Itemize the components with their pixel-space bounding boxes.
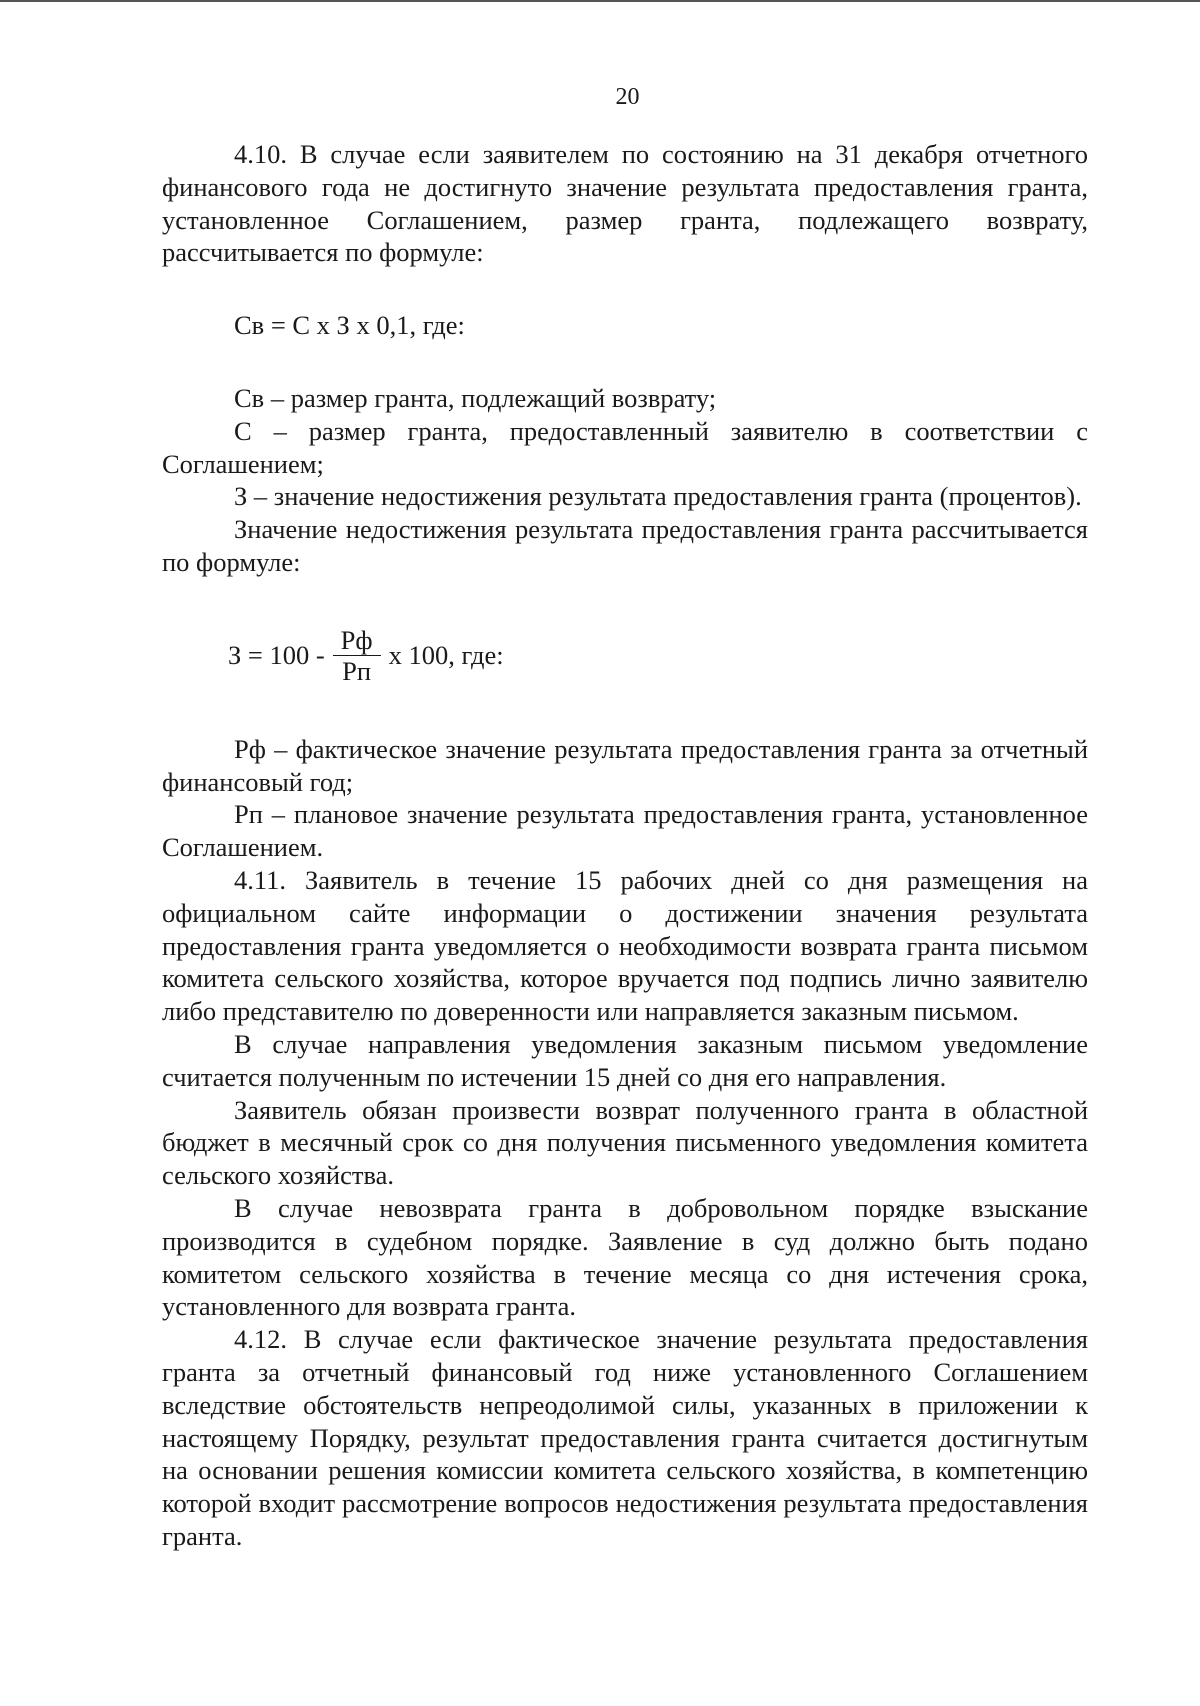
paragraph-value-formula: Значение недостижения результата предоставления гранта рассчитывается по формуле: bbox=[162, 514, 1088, 577]
paragraph-obliged: Заявитель обязан произвести возврат полученного гранта в областной бюджет в месячный срок со дня получения письменного уведомления комитета сельского хозяйства. bbox=[162, 1094, 1088, 1191]
definition-s: С – размер гранта, предоставленный заявителю в соответствии с Соглашением; bbox=[162, 415, 1088, 479]
formula-z-left: З = 100 - bbox=[228, 640, 325, 671]
paragraph-court: В случае невозврата гранта в добровольном порядке взыскание производится в судебном порядке. Заявление в суд должно быть подано комитетом сельского хозяйства в течение месяца со дня истечения срока, установленного для возврата гранта. bbox=[162, 1192, 1088, 1322]
definition-sv: Св – размер гранта, подлежащий возврату; bbox=[234, 382, 717, 413]
definition-rf: Рф – фактическое значение результата предоставления гранта за отчетный финансовый год; bbox=[162, 733, 1088, 797]
page-top-border bbox=[0, 0, 1200, 2]
paragraph-notice: В случае направления уведомления заказным письмом уведомление считается полученным по истечении 15 дней со дня его направления. bbox=[162, 1028, 1088, 1092]
fraction-numerator: Рф bbox=[333, 625, 381, 656]
formula-sv: Св = С х З х 0,1, где: bbox=[234, 310, 465, 341]
definition-rp: Рп – плановое значение результата предоставления гранта, установленное Соглашением. bbox=[162, 799, 1088, 863]
fraction-denominator: Рп bbox=[342, 656, 372, 687]
paragraph-4-10: 4.10. В случае если заявителем по состоянию на 31 декабря отчетного финансового года не достигнуто значение результата предоставления гранта, установленное Соглашением, размер гранта, подлежащего возврату, рассчитывается по формуле: bbox=[162, 139, 1088, 268]
formula-z-right: х 100, где: bbox=[388, 640, 504, 671]
formula-z-fraction bbox=[333, 625, 381, 686]
definition-z: З – значение недостижения результата предоставления гранта (процентов). bbox=[234, 481, 1082, 512]
page-number: 20 bbox=[615, 84, 640, 110]
document-body bbox=[162, 138, 1088, 1553]
paragraph-4-11: 4.11. Заявитель в течение 15 рабочих дней со дня размещения на официальном сайте информации о достижении значения результата предоставления гранта уведомляется о необходимости возврата гранта письмом комитета сельского хозяйства, которое вручается под подпись лично заявителю либо представителю по доверенности или направляется заказным письмом. bbox=[162, 864, 1088, 1027]
paragraph-4-12: 4.12. В случае если фактическое значение результата предоставления гранта за отчетный финансовый год ниже установленного Соглашением вследствие обстоятельств непреодолимой силы, указанных в приложении к настоящему Порядку, результат предоставления гранта считается достигнутым на основании решения комиссии комитета сельского хозяйства, в компетенцию которой входит рассмотрение вопросов недостижения результата предоставления гранта. bbox=[162, 1324, 1088, 1551]
formula-z bbox=[162, 623, 1088, 689]
